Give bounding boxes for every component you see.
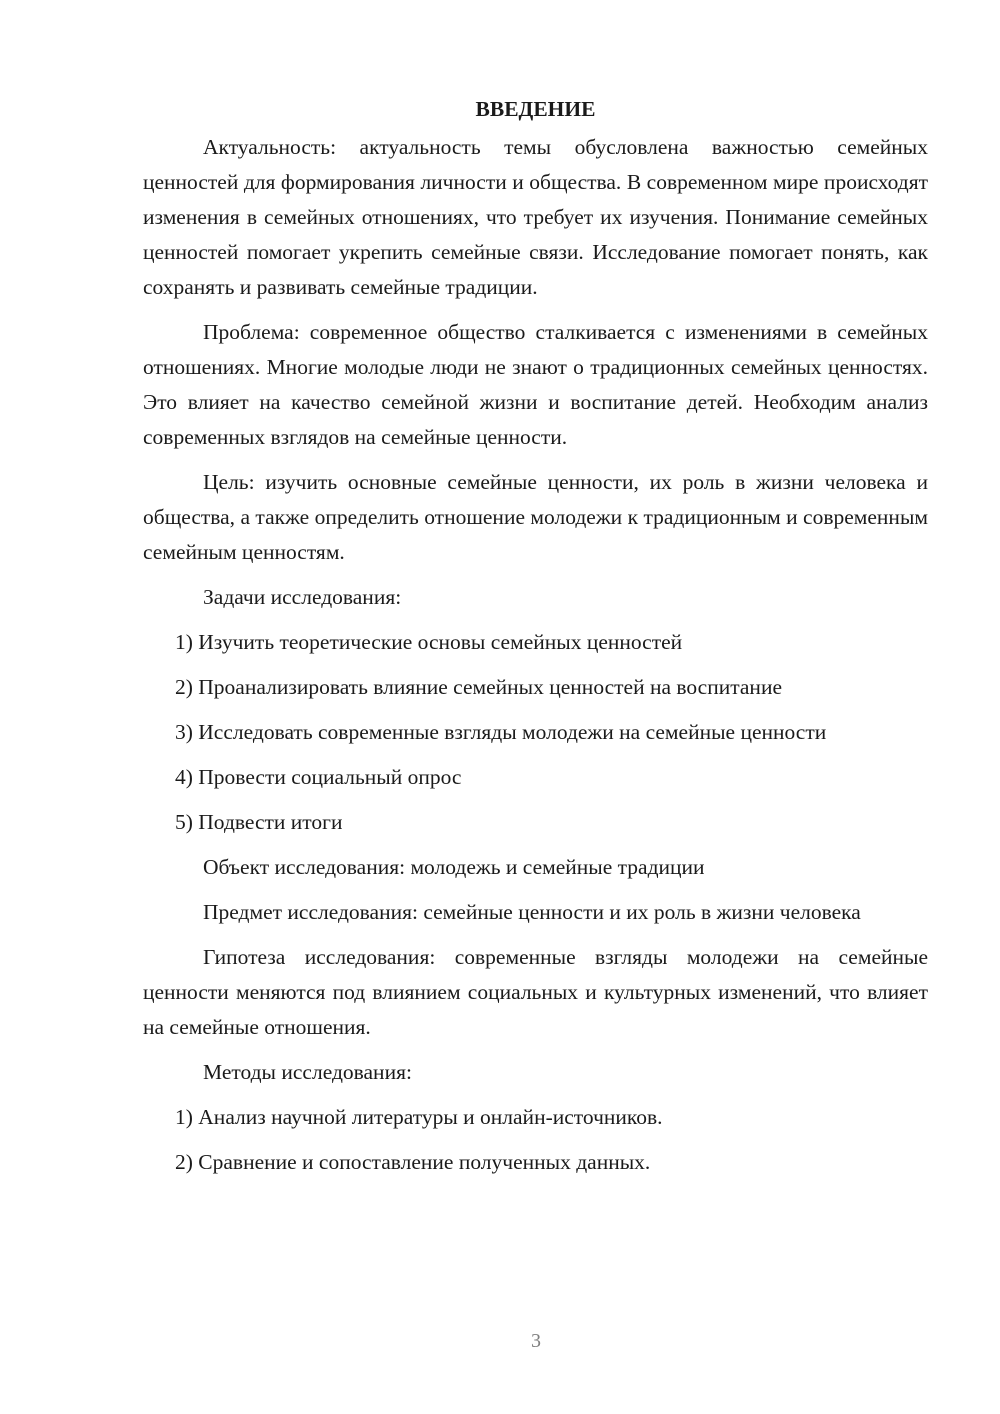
task-item: 4) Провести социальный опрос [175,765,462,789]
paragraph-goal: Цель: изучить основные семейные ценности, их роль в жизни человека и общества, а также определить отношение молодежи к традиционным и современным семейным ценностям. [143,470,928,564]
methods-title: Методы исследования: [203,1060,412,1084]
task-item: 1) Изучить теоретические основы семейных ценностей [175,630,683,654]
paragraph-problem: Проблема: современное общество сталкивается с изменениями в семейных отношениях. Многие молодые люди не знают о традиционных семейных ценностях. Это влияет на качество семейной жизни и воспитание детей. Необходим анализ современных взглядов на семейные ценности. [143,320,928,449]
paragraph-hypothesis: Гипотеза исследования: современные взгляды молодежи на семейные ценности меняются под влиянием социальных и культурных изменений, что влияет на семейные отношения. [143,945,928,1039]
page-number: 3 [531,1330,541,1352]
paragraph-object: Объект исследования: молодежь и семейные традиции [203,855,705,879]
task-item: 3) Исследовать современные взгляды молодежи на семейные ценности [175,720,827,744]
method-item: 1) Анализ научной литературы и онлайн-источников. [175,1105,663,1129]
page-title: ВВЕДЕНИЕ [475,97,596,121]
tasks-title: Задачи исследования: [203,585,402,609]
paragraph-subject: Предмет исследования: семейные ценности и их роль в жизни человека [203,900,861,924]
task-item: 2) Проанализировать влияние семейных ценностей на воспитание [175,675,782,699]
document-page [143,92,928,1190]
paragraph-relevance: Актуальность: актуальность темы обусловлена важностью семейных ценностей для формирования личности и общества. В современном мире происходят изменения в семейных отношениях, что требует их изучения. Понимание семейных ценностей помогает укрепить семейные связи. Исследование помогает понять, как сохранять и развивать семейные традиции. [143,135,928,299]
method-item: 2) Сравнение и сопоставление полученных данных. [175,1150,651,1174]
task-item: 5) Подвести итоги [175,810,343,834]
